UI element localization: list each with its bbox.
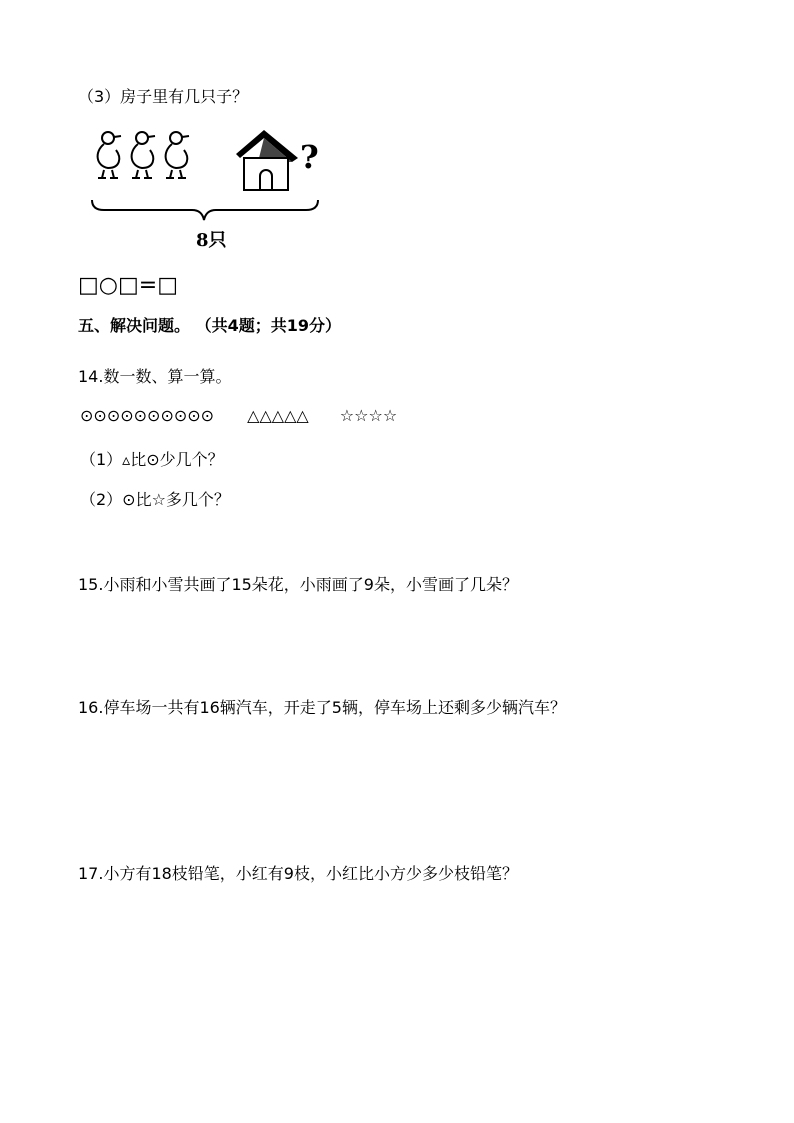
brace bbox=[92, 200, 318, 220]
equation-boxes: □○□=□ bbox=[78, 273, 178, 298]
house-icon bbox=[236, 130, 298, 190]
stars-group: ☆☆☆☆ bbox=[339, 406, 398, 425]
brace-label: 8只 bbox=[196, 230, 227, 251]
question-14-sub-1: （1）▵比⊙少几个？ bbox=[80, 450, 224, 469]
duck-icon bbox=[98, 132, 121, 178]
question-17: 17.小方有18枝铅笔，小红有9枝，小红比小方少多少枝铅笔？ bbox=[78, 864, 518, 883]
question-16: 16.停车场一共有16辆汽车，开走了5辆，停车场上还剩多少辆汽车？ bbox=[78, 698, 566, 717]
circles-group: ⊙⊙⊙⊙⊙⊙⊙⊙⊙⊙ bbox=[80, 406, 215, 425]
duck-icon bbox=[132, 132, 155, 178]
triangles-group: △△△△△ bbox=[247, 406, 309, 425]
question-14-sub-2: （2）⊙比☆多几个？ bbox=[80, 490, 230, 509]
shapes-row bbox=[80, 406, 397, 426]
section-title: 五、解决问题。 （共4题；共19分） bbox=[78, 316, 341, 335]
ducks-house-figure bbox=[88, 124, 338, 256]
question-14-prompt: 14.数一数、算一算。 bbox=[78, 367, 232, 386]
question-15: 15.小雨和小雪共画了15朵花，小雨画了9朵，小雪画了几朵？ bbox=[78, 575, 518, 594]
duck-icon bbox=[166, 132, 189, 178]
question-mark-icon: ? bbox=[300, 138, 319, 176]
question-3-prompt: （3）房子里有几只子？ bbox=[78, 87, 249, 106]
